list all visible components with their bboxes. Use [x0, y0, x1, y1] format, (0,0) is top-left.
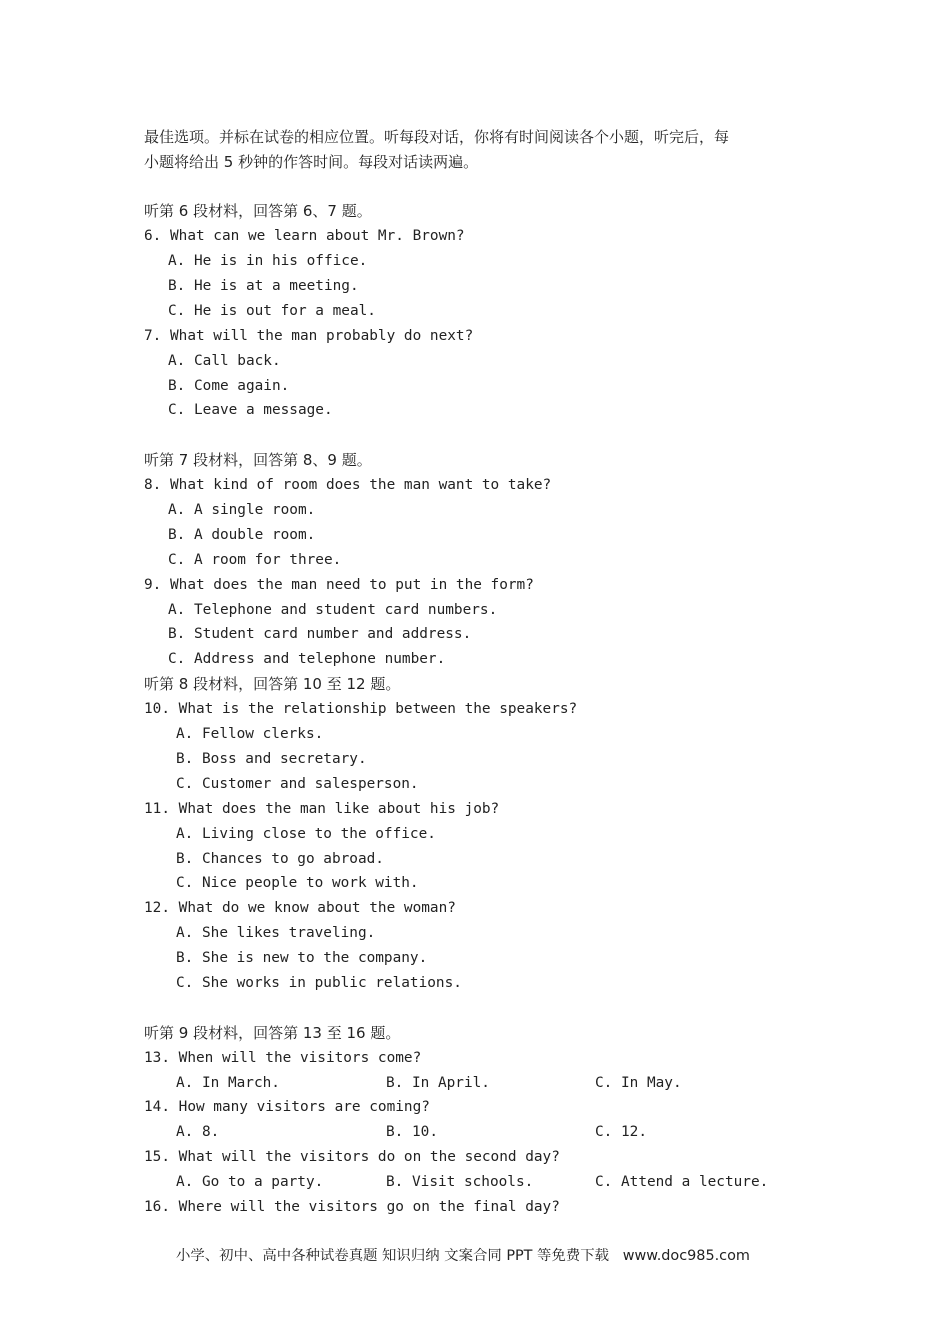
q13-option-c: C. In May.	[595, 1075, 682, 1091]
q12-option-c: C. She works in public relations.	[176, 975, 462, 991]
q15-option-b: B. Visit schools.	[386, 1174, 534, 1190]
question-12: 12. What do we know about the woman?	[144, 900, 456, 916]
q8-option-b: B. A double room.	[168, 527, 316, 543]
q6-option-b: B. He is at a meeting.	[168, 278, 359, 294]
q7-option-b: B. Come again.	[168, 378, 290, 394]
question-10: 10. What is the relationship between the speakers?	[144, 701, 578, 717]
section-heading-7: 听第 7 段材料，回答第 8、9 题。	[144, 451, 372, 469]
intro-line-2: 小题将给出 5 秒钟的作答时间。每段对话读两遍。	[144, 153, 479, 171]
q8-option-c: C. A room for three.	[168, 552, 342, 568]
section-heading-6: 听第 6 段材料，回答第 6、7 题。	[144, 202, 372, 220]
intro-line-1: 最佳选项。并标在试卷的相应位置。听每段对话，你将有时间阅读各个小题，听完后，每	[144, 128, 730, 146]
question-9: 9. What does the man need to put in the form?	[144, 577, 534, 593]
q15-option-c: C. Attend a lecture.	[595, 1174, 769, 1190]
question-8: 8. What kind of room does the man want to take?	[144, 477, 552, 493]
q10-option-c: C. Customer and salesperson.	[176, 776, 419, 792]
q11-option-b: B. Chances to go abroad.	[176, 851, 384, 867]
q6-option-c: C. He is out for a meal.	[168, 303, 376, 319]
q7-option-c: C. Leave a message.	[168, 402, 333, 418]
question-11: 11. What does the man like about his job?	[144, 801, 500, 817]
q9-option-c: C. Address and telephone number.	[168, 651, 446, 667]
q15-option-a: A. Go to a party.	[176, 1174, 324, 1190]
q12-option-b: B. She is new to the company.	[176, 950, 428, 966]
section-heading-9: 听第 9 段材料，回答第 13 至 16 题。	[144, 1024, 401, 1042]
page-footer: 小学、初中、高中各种试卷真题 知识归纳 文案合同 PPT 等免费下载 www.doc985.com	[176, 1248, 750, 1264]
question-7: 7. What will the man probably do next?	[144, 328, 474, 344]
q9-option-b: B. Student card number and address.	[168, 626, 472, 642]
q6-option-a: A. He is in his office.	[168, 253, 368, 269]
question-13: 13. When will the visitors come?	[144, 1050, 422, 1066]
q14-option-a: A. 8.	[176, 1124, 220, 1140]
q12-option-a: A. She likes traveling.	[176, 925, 376, 941]
q8-option-a: A. A single room.	[168, 502, 316, 518]
question-16: 16. Where will the visitors go on the final day?	[144, 1199, 560, 1215]
q14-option-b: B. 10.	[386, 1124, 438, 1140]
question-6: 6. What can we learn about Mr. Brown?	[144, 228, 465, 244]
q11-option-c: C. Nice people to work with.	[176, 875, 419, 891]
section-heading-8: 听第 8 段材料，回答第 10 至 12 题。	[144, 675, 401, 693]
q10-option-b: B. Boss and secretary.	[176, 751, 367, 767]
q9-option-a: A. Telephone and student card numbers.	[168, 602, 498, 618]
q11-option-a: A. Living close to the office.	[176, 826, 436, 842]
q14-option-c: C. 12.	[595, 1124, 647, 1140]
question-15: 15. What will the visitors do on the second day?	[144, 1149, 560, 1165]
q13-option-b: B. In April.	[386, 1075, 490, 1091]
q7-option-a: A. Call back.	[168, 353, 281, 369]
question-14: 14. How many visitors are coming?	[144, 1099, 430, 1115]
q10-option-a: A. Fellow clerks.	[176, 726, 324, 742]
q13-option-a: A. In March.	[176, 1075, 280, 1091]
